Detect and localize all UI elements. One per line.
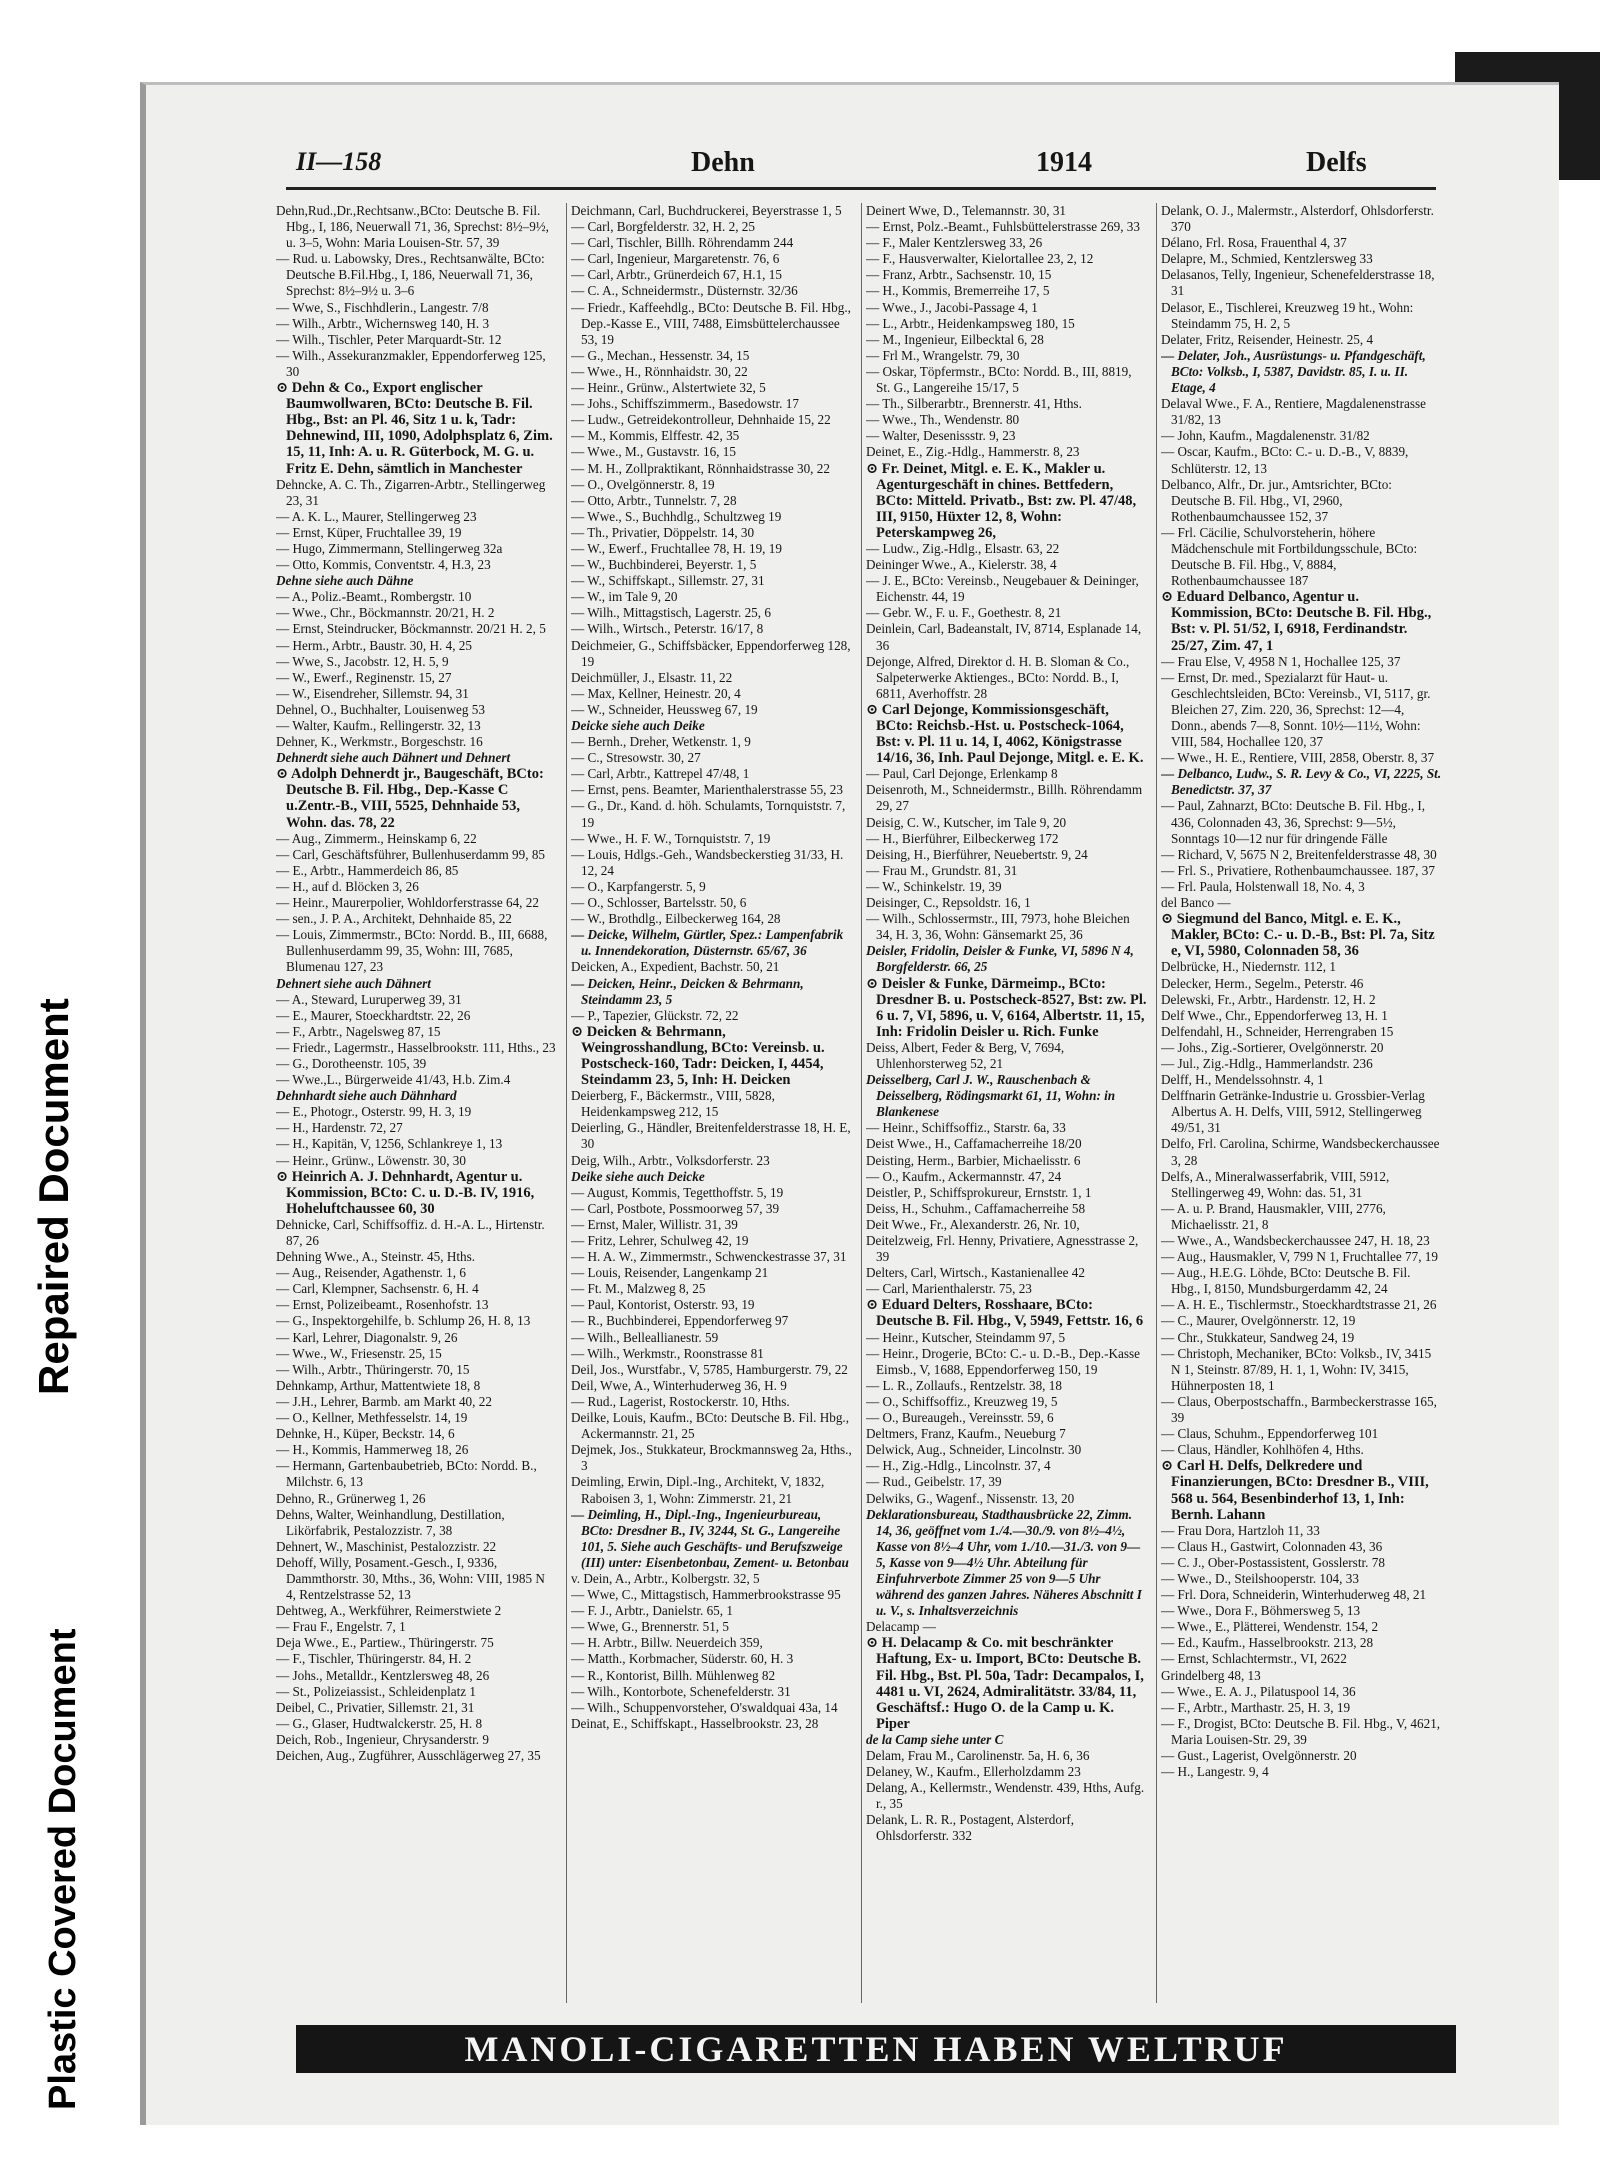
- directory-entry: — Oskar, Töpfermstr., BCto: Nordd. B., III, 8819, St. G., Langereihe 15/17, 5: [866, 363, 1132, 396]
- directory-entry: Dehnkamp, Arthur, Mattentwiete 18, 8: [276, 1377, 481, 1393]
- repaired-document-label: Repaired Document: [30, 998, 77, 1395]
- directory-entry: — Hugo, Zimmermann, Stellingerweg 32a: [276, 540, 503, 556]
- directory-columns: [276, 203, 1444, 2013]
- directory-entry: Delank, L. R. R., Postagent, Alsterdorf, Ohlsdorferstr. 332: [866, 1812, 1075, 1844]
- directory-entry: — G., Inspektorgehilfe, b. Schlump 26, H. 8, 13: [276, 1313, 531, 1329]
- page-number: II—158: [296, 147, 382, 176]
- directory-entry: Deilke, Louis, Kaufm., BCto: Deutsche B. Fil. Hbg., Ackermannstr. 21, 25: [571, 1410, 850, 1442]
- column-1: [276, 203, 558, 2013]
- directory-entry: — F. J., Arbtr., Danielstr. 65, 1: [571, 1603, 733, 1619]
- directory-entry: — Wwe., A., Wandsbeckerchaussee 247, H. 18, 23: [1161, 1233, 1430, 1248]
- directory-entry: Deinat, E., Schiffskapt., Hasselbrookstr. 23, 28: [571, 1715, 819, 1731]
- directory-entry: — Ernst, pens. Beamter, Marienthalerstrasse 55, 23: [571, 782, 843, 798]
- directory-entry: — Frl. Paula, Holstenwall 18, No. 4, 3: [1161, 878, 1365, 894]
- directory-entry: ⊙ Heinrich A. J. Dehnhardt, Agentur u. Kommission, BCto: C. u. D.-B. IV, 1916, Hoheluftchaussee 60, 30: [276, 1168, 535, 1217]
- directory-entry: Dehner, K., Werkmstr., Borgeschstr. 16: [276, 734, 483, 750]
- directory-entry: Deitelzweig, Frl. Henny, Privatiere, Agnesstrasse 2, 39: [866, 1233, 1139, 1265]
- directory-entry: — Wwe., H., Rönnhaidstr. 30, 22: [571, 363, 748, 379]
- directory-entry: Deising, H., Bierführer, Neuebertstr. 9, 24: [866, 846, 1088, 862]
- directory-entry: Dehnicke, Carl, Schiffsoffiz. d. H.-A. L., Hirtenstr. 87, 26: [276, 1216, 545, 1248]
- directory-entry: — Wwe, C., Mittagstisch, Hammerbrookstrasse 95: [571, 1587, 841, 1603]
- directory-entry: — Ernst, Schlachtermstr., VI, 2622: [1161, 1651, 1347, 1667]
- directory-entry: — W., Schiffskapt., Sillemstr. 27, 31: [571, 573, 765, 589]
- directory-entry: Delwiks, G., Wagenf., Nissenstr. 13, 20: [866, 1490, 1075, 1506]
- directory-entry: Delecker, Herm., Segelm., Peterstr. 46: [1161, 975, 1364, 991]
- directory-entry: — August, Kommis, Tegetthoffstr. 5, 19: [571, 1184, 784, 1200]
- directory-entry: — Max, Kellner, Heinestr. 20, 4: [571, 685, 741, 701]
- directory-entry: — Carl, Arbtr., Kattrepel 47/48, 1: [571, 766, 750, 782]
- directory-entry: — Louis, Reisender, Langenkamp 21: [571, 1265, 769, 1281]
- directory-entry: — Walter, Desenissstr. 9, 23: [866, 428, 1016, 444]
- directory-entry: — Delater, Joh., Ausrüstungs- u. Pfandgeschäft, BCto: Volksb., I, 5387, Davidstr. 85, I. u. II. Etage, 4: [1161, 347, 1426, 396]
- directory-entry: Dehnke, H., Küper, Beckstr. 14, 6: [276, 1426, 455, 1442]
- directory-entry: — F., Maler Kentzlersweg 33, 26: [866, 235, 1043, 251]
- directory-entry: — Deicke, Wilhelm, Gürtler, Spez.: Lampenfabrik u. Innendekoration, Düsternstr. 65/67, 36: [571, 927, 844, 959]
- directory-entry: — Claus H., Gastwirt, Colonnaden 43, 36: [1161, 1538, 1383, 1554]
- directory-entry: — O., Ovelgönnerstr. 8, 19: [571, 476, 715, 492]
- directory-entry: — Carl, Klempner, Sachsenstr. 6, H. 4: [276, 1281, 479, 1297]
- directory-entry: Delaney, W., Kaufm., Ellerholzdamm 23: [866, 1764, 1081, 1780]
- directory-entry: — sen., J. P. A., Architekt, Dehnhaide 85, 22: [276, 911, 512, 927]
- directory-entry: — Jul., Zig.-Hdlg., Hammerlandstr. 236: [1161, 1055, 1373, 1071]
- directory-entry: Delf Wwe., Chr., Eppendorferweg 13, H. 1: [1161, 1007, 1388, 1023]
- directory-entry: — Bernh., Dreher, Wetkenstr. 1, 9: [571, 734, 751, 750]
- directory-entry: — A. H. E., Tischlermstr., Stoeckhardtstrasse 21, 26: [1161, 1297, 1437, 1313]
- directory-entry: ⊙ Deicken & Behrmann, Weingrosshandlung, BCto: Vereinsb. u. Postscheck-160, Tadr: Deicken, I, 4454, Steindamm 23, 5, Inh: H. Deicken: [571, 1023, 825, 1089]
- directory-entry: Deist Wwe., H., Caffamacherreihe 18/20: [866, 1136, 1082, 1152]
- directory-entry: Deicke siehe auch Deike: [571, 718, 705, 733]
- directory-entry: — Herm., Arbtr., Baustr. 30, H. 4, 25: [276, 637, 472, 653]
- directory-entry: — J.H., Lehrer, Barmb. am Markt 40, 22: [276, 1393, 492, 1409]
- directory-entry: — Gebr. W., F. u. F., Goethestr. 8, 21: [866, 605, 1062, 621]
- column-3: [866, 203, 1148, 2013]
- directory-entry: Deig, Wilh., Arbtr., Volksdorferstr. 23: [571, 1152, 770, 1168]
- directory-entry: Grindelberg 48, 13: [1161, 1667, 1261, 1683]
- directory-entry: Delasor, E., Tischlerei, Kreuzweg 19 ht., Wohn: Steindamm 75, H. 2, 5: [1161, 299, 1414, 331]
- directory-entry: — M., Ingenieur, Eilbecktal 6, 28: [866, 331, 1044, 347]
- directory-entry: — Ernst, Dr. med., Spezialarzt für Haut- u. Geschlechtsleiden, BCto: Vereinsb., VI, 5117, gr. Bleichen 27, Zim. 220, 36, Sprechst: 12—4, Donn., abends 7—8, Sonnt. 10½—11½, Wohn: VIII, 584, Hochallee 120, 37: [1161, 669, 1431, 750]
- directory-entry: Délano, Frl. Rosa, Frauenthal 4, 37: [1161, 235, 1347, 251]
- directory-entry: — E., Arbtr., Hammerdeich 86, 85: [276, 862, 459, 878]
- directory-entry: — Ludw., Zig.-Hdlg., Elsastr. 63, 22: [866, 540, 1060, 556]
- directory-entry: Deisting, Herm., Barbier, Michaelisstr. 6: [866, 1152, 1081, 1168]
- directory-entry: — Paul, Zahnarzt, BCto: Deutsche B. Fil. Hbg., I, 436, Colonnaden 43, 36, Sprechst: 9—5½, Sonntags 10—12 nur für dringende Fälle: [1161, 798, 1426, 846]
- directory-entry: — G., Dr., Kand. d. höh. Schulamts, Tornquiststr. 7, 19: [571, 798, 846, 830]
- directory-entry: — H., Zig.-Hdlg., Lincolnstr. 37, 4: [866, 1458, 1051, 1474]
- directory-entry: — Ernst, Küper, Fruchtallee 39, 19: [276, 524, 462, 540]
- advertisement-banner: MANOLI-CIGARETTEN HABEN WELTRUF: [296, 2025, 1456, 2073]
- directory-entry: — Johs., Metalldr., Kentzlersweg 48, 26: [276, 1667, 490, 1683]
- directory-entry: Delfendahl, H., Schneider, Herrengraben 15: [1161, 1023, 1394, 1039]
- directory-entry: Deisler, Fridolin, Deisler & Funke, VI, 5896 N 4, Borgfelderstr. 66, 25: [866, 943, 1134, 975]
- page-header: [296, 147, 1446, 181]
- directory-entry: — Wwe., E. A. J., Pilatuspool 14, 36: [1161, 1683, 1356, 1699]
- directory-entry: — L. R., Zollaufs., Rentzelstr. 38, 18: [866, 1377, 1062, 1393]
- directory-entry: — Louis, Zimmermstr., BCto: Nordd. B., III, 6688, Bullenhuserdamm 99, 35, Wohn: III, 7685, Blumenau 127, 23: [276, 927, 548, 975]
- directory-entry: — Aug., Reisender, Agathenstr. 1, 6: [276, 1265, 466, 1281]
- directory-entry: — Th., Privatier, Döppelstr. 14, 30: [571, 524, 755, 540]
- directory-entry: — Ernst, Polz.-Beamt., Fuhlsbüttelerstrasse 269, 33: [866, 219, 1140, 235]
- directory-entry: — Otto, Arbtr., Tunnelstr. 7, 28: [571, 492, 737, 508]
- directory-entry: ⊙ H. Delacamp & Co. mit beschränkter Haftung, Ex- u. Import, BCto: Deutsche B. Fil. Hbg., Bst. Pl. 50a, Tadr: Decampalos, I, 4481 u. VI, 2624, Admiralitätstr. 33/84, 11, Geschäftsf.: Hugo O. de la Camp u. K. Piper: [866, 1635, 1144, 1732]
- directory-entry: — H., Hardenstr. 72, 27: [276, 1120, 403, 1136]
- directory-entry: — Friedr., Kaffeehdlg., BCto: Deutsche B. Fil. Hbg., Dep.-Kasse E., VIII, 7488, Eimsbüttelerchaussee 53, 19: [571, 299, 851, 347]
- directory-entry: — Christoph, Mechaniker, BCto: Volksb., IV, 3415 N 1, Steinstr. 87/89, H. 1, 1, Wohn: IV, 3415, Hühnerposten 18, 1: [1161, 1345, 1432, 1393]
- directory-entry: — Wwe., Chr., Böckmannstr. 20/21, H. 2: [276, 605, 495, 621]
- directory-entry: Deichen, Aug., Zugführer, Ausschlägerweg 27, 35: [276, 1748, 541, 1763]
- directory-entry: — E., Photogr., Osterstr. 99, H. 3, 19: [276, 1104, 472, 1120]
- directory-entry: Delank, O. J., Malermstr., Alsterdorf, Ohlsdorferstr. 370: [1161, 203, 1434, 235]
- directory-entry: Deike siehe auch Deicke: [571, 1168, 705, 1184]
- directory-entry: — Heinr., Schiffsoffiz., Starstr. 6a, 33: [866, 1120, 1066, 1136]
- directory-entry: — Gust., Lagerist, Ovelgönnerstr. 20: [1161, 1748, 1357, 1763]
- directory-entry: — Carl, Marienthalerstr. 75, 23: [866, 1281, 1032, 1297]
- directory-entry: — Wilh., Mittagstisch, Lagerstr. 25, 6: [571, 605, 771, 621]
- directory-entry: — Aug., H.E.G. Löhde, BCto: Deutsche B. Fil. Hbg., I, 8150, Mundsburgerdamm 42, 24: [1161, 1265, 1411, 1297]
- directory-entry: Delater, Fritz, Reisender, Heinestr. 25, 4: [1161, 331, 1374, 347]
- directory-entry: — Wwe.,L., Bürgerweide 41/43, H.b. Zim.4: [276, 1072, 511, 1088]
- directory-entry: ⊙ Siegmund del Banco, Mitgl. e. E. K., Makler, BCto: C.- u. D.-B., Bst: Pl. 7a, Sitz e, VI, 5980, Colonnaden 58, 36: [1161, 911, 1435, 960]
- directory-entry: — Chr., Stukkateur, Sandweg 24, 19: [1161, 1329, 1355, 1345]
- directory-entry: — Wilh., Wirtsch., Peterstr. 16/17, 8: [571, 621, 764, 637]
- directory-entry: — Wilh., Arbtr., Thüringerstr. 70, 15: [276, 1361, 470, 1377]
- directory-entry: — Delbanco, Ludw., S. R. Levy & Co., VI, 2225, St. Benedictstr. 37, 37: [1161, 766, 1442, 798]
- directory-entry: Dehnert siehe auch Dähnert: [276, 975, 431, 991]
- directory-entry: — O., Bureaugeh., Vereinsstr. 59, 6: [866, 1410, 1054, 1426]
- directory-entry: — F., Arbtr., Marthastr. 25, H. 3, 19: [1161, 1699, 1351, 1715]
- directory-entry: — Ernst, Polizeibeamt., Rosenhofstr. 13: [276, 1297, 489, 1313]
- directory-entry: Deierling, G., Händler, Breitenfelderstrasse 18, H. E, 30: [571, 1120, 851, 1152]
- directory-entry: Deklarationsbureau, Stadthausbrücke 22, Zimm. 14, 36, geöffnet vom 1./4.—30./9. von 8½–4½, Kasse von 8½–4 Uhr, vom 1./10.—31./3. von 9—5, Kasse von 9—4½ Uhr. Abteilung für Einfuhrverbote Zimmer 25 von 9—5 Uhr während des ganzen Jahres. Näheres Abschnitt I u. V., s. Inhaltsverzeichnis: [866, 1506, 1142, 1619]
- directory-entry: Deil, Wwe, A., Winterhuderweg 36, H. 9: [571, 1377, 787, 1393]
- directory-entry: — G., Glaser, Hudtwalckerstr. 25, H. 8: [276, 1715, 483, 1731]
- directory-entry: Deinert Wwe, D., Telemannstr. 30, 31: [866, 203, 1067, 218]
- directory-entry: Deinet, E., Zig.-Hdlg., Hammerstr. 8, 23: [866, 444, 1080, 460]
- directory-entry: — Wwe, S., Fischhdlerin., Langestr. 7/8: [276, 299, 489, 315]
- directory-entry: — Carl, Tischler, Billh. Röhrendamm 244: [571, 235, 794, 251]
- directory-entry: — Ed., Kaufm., Hasselbrookstr. 213, 28: [1161, 1635, 1374, 1651]
- directory-entry: — G., Dorotheenstr. 105, 39: [276, 1055, 427, 1071]
- directory-entry: — Otto, Kommis, Conventstr. 4, H.3, 23: [276, 557, 491, 573]
- directory-entry: — Wilh., Kontorbote, Schenefelderstr. 31: [571, 1683, 791, 1699]
- directory-entry: Deicken, A., Expedient, Bachstr. 50, 21: [571, 959, 780, 975]
- directory-entry: — C. A., Schneidermstr., Düsternstr. 32/36: [571, 283, 798, 299]
- directory-entry: Delff, H., Mendelssohnstr. 4, 1: [1161, 1072, 1324, 1088]
- directory-entry: Delbanco, Alfr., Dr. jur., Amtsrichter, BCto: Deutsche B. Fil. Hbg., VI, 2960, Rothenbaumchaussee 152, 37: [1161, 476, 1392, 524]
- directory-entry: — H., Kommis, Hammerweg 18, 26: [276, 1442, 469, 1458]
- directory-entry: Delwick, Aug., Schneider, Lincolnstr. 30: [866, 1442, 1082, 1458]
- directory-entry: — A., Steward, Luruperweg 39, 31: [276, 991, 462, 1007]
- directory-entry: — O., Schiffsoffiz., Kreuzweg 19, 5: [866, 1393, 1058, 1409]
- directory-entry: Delewski, Fr., Arbtr., Hardenstr. 12, H. 2: [1161, 991, 1376, 1007]
- directory-entry: Delffnarin Getränke-Industrie u. Grossbier-Verlag Albertus A. H. Delfs, VIII, 5912, Stellingerweg 49/51, 31: [1161, 1088, 1425, 1136]
- directory-entry: — O., Kaufm., Ackermannstr. 47, 24: [866, 1168, 1062, 1184]
- directory-entry: — W., im Tale 9, 20: [571, 589, 678, 605]
- directory-entry: Dehn,Rud.,Dr.,Rechtsanw.,BCto: Deutsche B. Fil. Hbg., I, 186, Neuerwall 71, 36, Sprechst: 8½–9½, u. 3–5, Wohn: Maria Louisen-Str. 57, 39: [276, 203, 549, 251]
- directory-entry: — W., Buchbinderei, Beyerstr. 1, 5: [571, 557, 757, 573]
- directory-entry: — Wilh., Werkmstr., Roonstrasse 81: [571, 1345, 764, 1361]
- directory-entry: Delbrücke, H., Niedernstr. 112, 1: [1161, 959, 1336, 975]
- directory-entry: ⊙ Dehn & Co., Export englischer Baumwollwaren, BCto: Deutsche B. Fil. Hbg., Bst: an Pl. 46, Sitz 1 u. k, Tadr: Dehnewind, III, 1090, Adolphsplatz 6, Zim. 15, 11, Inh: A. u. R. Güterbock, M. G. u. Fritz E. Dehn, sämtlich in Manchester: [276, 380, 553, 477]
- directory-entry: — W., Schinkelstr. 19, 39: [866, 878, 1002, 894]
- directory-entry: — Wilh., Belleallianestr. 59: [571, 1329, 719, 1345]
- directory-entry: — Carl, Borgfelderstr. 32, H. 2, 25: [571, 219, 755, 235]
- directory-entry: — Claus, Händler, Kohlhöfen 4, Hths.: [1161, 1442, 1364, 1458]
- directory-entry: — Wwe., Dora F., Böhmersweg 5, 13: [1161, 1603, 1361, 1619]
- directory-entry: — Frau M., Grundstr. 81, 31: [866, 862, 1018, 878]
- directory-entry: — Frl M., Wrangelstr. 79, 30: [866, 347, 1020, 363]
- directory-entry: — Johs., Schiffszimmerm., Basedowstr. 17: [571, 396, 799, 412]
- directory-entry: — E., Maurer, Stoeckhardtstr. 22, 26: [276, 1007, 471, 1023]
- directory-entry: — A., Poliz.-Beamt., Rombergstr. 10: [276, 589, 472, 605]
- directory-entry: ⊙ Deisler & Funke, Därmeimp., BCto: Dresdner B. u. Postscheck-8527, Bst: zw. Pl. 6 u. 7, VI, 5896, u. V, 6164, Albertstr. 11, 15, Inh: Fridolin Deisler u. Rich. Funke: [866, 975, 1147, 1040]
- directory-entry: Dehnerdt siehe auch Dähnert und Dehnert: [276, 750, 511, 766]
- directory-entry: ⊙ Eduard Delbanco, Agentur u. Kommission, BCto: Deutsche B. Fil. Hbg., Bst: v. Pl. 51/52, I, 6918, Ferdinandstr. 25/27, Zim. 47, 1: [1161, 589, 1432, 654]
- directory-entry: — Fritz, Lehrer, Schulweg 42, 19: [571, 1233, 749, 1248]
- directory-entry: — Matth., Korbmacher, Süderstr. 60, H. 3: [571, 1651, 794, 1667]
- directory-entry: Deinlein, Carl, Badeanstalt, IV, 8714, Esplanade 14, 36: [866, 621, 1142, 653]
- directory-entry: Dehoff, Willy, Posament.-Gesch., I, 9336, Dammthorstr. 30, Mths., 36, Wohn: VIII, 1985 N 4, Rentzelstrasse 52, 13: [276, 1554, 545, 1603]
- directory-entry: — O., Karpfangerstr. 5, 9: [571, 878, 706, 894]
- directory-entry: — Claus, Schuhm., Eppendorferweg 101: [1161, 1426, 1379, 1442]
- directory-entry: Deichmann, Carl, Buchdruckerei, Beyerstrasse 1, 5: [571, 203, 842, 218]
- directory-entry: — W., Eisendreher, Sillemstr. 94, 31: [276, 685, 469, 701]
- directory-entry: Delfs, A., Mineralwasserfabrik, VIII, 5912, Stellingerweg 49, Wohn: das. 51, 31: [1161, 1168, 1390, 1200]
- directory-entry: — C., Maurer, Ovelgönnerstr. 12, 19: [1161, 1313, 1356, 1329]
- directory-entry: — R., Kontorist, Billh. Mühlenweg 82: [571, 1667, 776, 1683]
- directory-entry: — R., Buchbinderei, Eppendorferweg 97: [571, 1313, 789, 1329]
- directory-entry: — Wwe., D., Steilshooperstr. 104, 33: [1161, 1570, 1359, 1586]
- directory-entry: — Frl. Dora, Schneiderin, Winterhuderweg 48, 21: [1161, 1587, 1427, 1603]
- directory-entry: — Wwe, S., Jacobstr. 12, H. 5, 9: [276, 653, 449, 669]
- directory-entry: — Wilh., Arbtr., Wichernsweg 140, H. 3: [276, 315, 490, 331]
- directory-entry: ⊙ Carl Dejonge, Kommissionsgeschäft, BCto: Reichsb.-Hst. u. Postscheck-1064, Bst: v. Pl. 11 u. 14, I, 4062, Königstrasse 14/16, 36, Inh. Paul Dejonge, Mitgl. e. E. K.: [866, 701, 1144, 767]
- directory-entry: — M. H., Zollpraktikant, Rönnhaidstrasse 30, 22: [571, 460, 830, 476]
- directory-entry: — Rud. u. Labowsky, Dres., Rechtsanwälte, BCto: Deutsche B.Fil.Hbg., I, 186, Neuerwall 71, 36, Sprechst: 8½–9½ u. 3–6: [276, 251, 545, 299]
- directory-entry: — Wilh., Assekuranzmakler, Eppendorferweg 125, 30: [276, 347, 546, 379]
- directory-entry: — Wilh., Schlossermstr., III, 7973, hohe Bleichen 34, H. 3, 36, Wohn: Gänsemarkt 25, 36: [866, 911, 1130, 943]
- directory-entry: Deisenroth, M., Schneidermstr., Billh. Röhrendamm 29, 27: [866, 782, 1143, 814]
- directory-entry: — C. J., Ober-Postassistent, Gosslerstr. 78: [1161, 1554, 1385, 1570]
- plastic-covered-document-label: Plastic Covered Document: [42, 1628, 84, 2110]
- directory-entry: Dehnert, W., Maschinist, Pestalozzistr. 22: [276, 1538, 497, 1554]
- directory-entry: — Wwe., W., Friesenstr. 25, 15: [276, 1345, 442, 1361]
- directory-entry: — Heinr., Maurerpolier, Wohldorferstrasse 64, 22: [276, 895, 539, 911]
- right-keyword: Delfs: [1306, 147, 1367, 178]
- directory-entry: — Louis, Hdlgs.-Geh., Wandsbeckerstieg 31/33, H. 12, 24: [571, 846, 844, 878]
- column-2: [571, 203, 853, 2013]
- directory-entry: — C., Stresowstr. 30, 27: [571, 750, 701, 766]
- directory-entry: — John, Kaufm., Magdalenenstr. 31/82: [1161, 428, 1370, 444]
- directory-entry: Deimling, Erwin, Dipl.-Ing., Architekt, V, 1832, Raboisen 3, 1, Wohn: Zimmerstr. 21, 21: [571, 1474, 825, 1506]
- year: 1914: [1036, 147, 1092, 178]
- directory-entry: del Banco —: [1161, 895, 1231, 911]
- directory-entry: Deiss, Albert, Feder & Berg, V, 7694, Uhlenhorsterweg 52, 21: [866, 1039, 1065, 1071]
- directory-entry: ⊙ Adolph Dehnerdt jr., Baugeschäft, BCto: Deutsche B. Fil. Hbg., Dep.-Kasse C u.Zentr.-B., VIII, 5525, Dehnhaide 53, Wohn. das. 78, 22: [276, 766, 544, 831]
- directory-entry: — Wwe., Th., Wendenstr. 80: [866, 412, 1020, 428]
- column-4: [1161, 203, 1443, 2013]
- directory-entry: Dehtweg, A., Werkführer, Reimerstwiete 2: [276, 1603, 502, 1619]
- directory-entry: — Wilh., Schuppenvorsteher, O'swaldquai 43a, 14: [571, 1699, 838, 1715]
- directory-entry: Dejonge, Alfred, Direktor d. H. B. Sloman & Co., Salpeterwerke Aktienges., BCto: Nordd. B., I, 6811, Averhoffstr. 28: [866, 653, 1130, 701]
- directory-entry: — Deimling, H., Dipl.-Ing., Ingenieurbureau, BCto: Dresdner B., IV, 3244, St. G., Langereihe 101, 5. Siehe auch Geschäfts- und Berufszweige (III) unter: Eisenbetonbau, Zement- u. Betonbau: [571, 1506, 849, 1570]
- directory-entry: Deibel, C., Privatier, Sillemstr. 21, 31: [276, 1699, 475, 1715]
- directory-entry: — Hermann, Gartenbaubetrieb, BCto: Nordd. B., Milchstr. 6, 13: [276, 1458, 537, 1490]
- directory-entry: Dehne siehe auch Dähne: [276, 573, 414, 589]
- directory-entry: ⊙ Carl H. Delfs, Delkredere und Finanzierungen, BCto: Dresdner B., VIII, 568 u. 564, Besenbinderhof 13, 1, Inh: Bernh. Lahann: [1161, 1458, 1429, 1523]
- directory-entry: — Frl. Cäcilie, Schulvorsteherin, höhere Mädchenschule mit Fortbildungsschule, BCto: Deutsche B. Fil. Hbg., V, 8884, Rothenbaumchaussee 187: [1161, 524, 1418, 589]
- directory-entry: Dejmek, Jos., Stukkateur, Brockmannsweg 2a, Hths., 3: [571, 1442, 852, 1474]
- directory-entry: — Wwe., J., Jacobi-Passage 4, 1: [866, 299, 1038, 315]
- directory-entry: Delters, Carl, Wirtsch., Kastanienallee 42: [866, 1265, 1085, 1281]
- directory-entry: Deich, Rob., Ingenieur, Chrysanderstr. 9: [276, 1731, 489, 1747]
- directory-entry: — Johs., Zig.-Sortierer, Ovelgönnerstr. 20: [1161, 1039, 1384, 1055]
- directory-entry: v. Dein, A., Arbtr., Kolbergstr. 32, 5: [571, 1570, 760, 1586]
- directory-entry: Deisselberg, Carl J. W., Rauschenbach & Deisselberg, Rödingsmarkt 61, 11, Wohn: in Blankenese: [866, 1072, 1116, 1120]
- directory-entry: — Heinr., Grünw., Löwenstr. 30, 30: [276, 1152, 466, 1168]
- directory-entry: Dehno, R., Grünerweg 1, 26: [276, 1490, 426, 1506]
- directory-entry: — F., Tischler, Thüringerstr. 84, H. 2: [276, 1651, 472, 1667]
- directory-entry: Deisinger, C., Repsoldstr. 16, 1: [866, 895, 1031, 911]
- directory-entry: Deja Wwe., E., Partiew., Thüringerstr. 75: [276, 1635, 494, 1651]
- directory-entry: — F., Arbtr., Nagelsweg 87, 15: [276, 1023, 441, 1039]
- directory-entry: — Wwe., S., Buchhdlg., Schultzweg 19: [571, 508, 782, 524]
- directory-entry: — W., Schneider, Heussweg 67, 19: [571, 701, 758, 717]
- directory-entry: — H., auf d. Blöcken 3, 26: [276, 878, 419, 894]
- directory-entry: — Wilh., Tischler, Peter Marquardt-Str. 12: [276, 331, 502, 347]
- directory-entry: — Wwe, G., Brennerstr. 51, 5: [571, 1619, 729, 1635]
- directory-entry: — Wwe., M., Gustavstr. 16, 15: [571, 444, 736, 460]
- directory-entry: — H., Langestr. 9, 4: [1161, 1764, 1269, 1780]
- directory-entry: Deit Wwe., Fr., Alexanderstr. 26, Nr. 10,: [866, 1216, 1080, 1232]
- directory-entry: — Th., Silberarbtr., Brennerstr. 41, Hths.: [866, 396, 1082, 412]
- header-rule: [286, 187, 1436, 190]
- directory-entry: Deininger Wwe., A., Kielerstr. 38, 4: [866, 557, 1057, 573]
- directory-entry: — O., Schlosser, Bartelsstr. 50, 6: [571, 895, 747, 911]
- directory-entry: — W., Ewerf., Fruchtallee 78, H. 19, 19: [571, 540, 782, 556]
- directory-entry: Deichmüller, J., Elsastr. 11, 22: [571, 669, 733, 685]
- directory-entry: — G., Mechan., Hessenstr. 34, 15: [571, 347, 750, 363]
- directory-entry: ⊙ Eduard Delters, Rosshaare, BCto: Deutsche B. Fil. Hbg., V, 5949, Fettstr. 16, 6: [866, 1297, 1144, 1330]
- directory-entry: Deiss, H., Schuhm., Caffamacherreihe 58: [866, 1200, 1086, 1216]
- directory-entry: — H. Arbtr., Billw. Neuerdeich 359,: [571, 1635, 763, 1651]
- directory-entry: Delaval Wwe., F. A., Rentiere, Magdalenenstrasse 31/82, 13: [1161, 396, 1426, 428]
- directory-entry: — J. E., BCto: Vereinsb., Neugebauer & Deininger, Eichenstr. 44, 19: [866, 573, 1139, 605]
- directory-entry: — Claus, Oberpostschaffn., Barmbeckerstrasse 165, 39: [1161, 1393, 1437, 1426]
- directory-entry: — Ludw., Getreidekontrolleur, Dehnhaide 15, 22: [571, 412, 831, 428]
- directory-entry: Delam, Frau M., Carolinenstr. 5a, H. 6, 36: [866, 1748, 1090, 1763]
- directory-entry: Deisig, C. W., Kutscher, im Tale 9, 20: [866, 814, 1067, 830]
- directory-entry: — Heinr., Drogerie, BCto: C.- u. D.-B., Dep.-Kasse Eimsb., V, 1688, Eppendorferweg 150, 19: [866, 1345, 1140, 1377]
- directory-entry: — Paul, Carl Dejonge, Erlenkamp 8: [866, 766, 1058, 782]
- directory-entry: Dehnel, O., Buchhalter, Louisenweg 53: [276, 701, 485, 717]
- directory-entry: Dehnhardt siehe auch Dähnhard: [276, 1088, 457, 1104]
- directory-entry: — A. u. P. Brand, Hausmakler, VIII, 2776, Michaelisstr. 21, 8: [1161, 1200, 1386, 1232]
- directory-entry: — Oscar, Kaufm., BCto: C.- u. D.-B., V, 8839, Schlüterstr. 12, 13: [1161, 444, 1409, 476]
- directory-entry: Dehning Wwe., A., Steinstr. 45, Hths.: [276, 1249, 476, 1265]
- side-labels: [0, 0, 130, 2177]
- directory-entry: Dehns, Walter, Weinhandlung, Destillation, Likörfabrik, Pestalozzistr. 7, 38: [276, 1506, 505, 1538]
- directory-entry: — O., Kellner, Methfesselstr. 14, 19: [276, 1410, 468, 1426]
- directory-entry: — Ernst, Steindrucker, Böckmannstr. 20/21 H. 2, 5: [276, 621, 546, 637]
- directory-entry: — Carl, Postbote, Possmoorweg 57, 39: [571, 1200, 780, 1216]
- directory-entry: — L., Arbtr., Heidenkampsweg 180, 15: [866, 315, 1075, 331]
- directory-entry: Deierberg, F., Bäckermstr., VIII, 5828, Heidenkampsweg 212, 15: [571, 1088, 775, 1120]
- directory-entry: — W., Ewerf., Reginenstr. 15, 27: [276, 669, 452, 685]
- directory-entry: — Aug., Zimmerm., Heinskamp 6, 22: [276, 830, 477, 846]
- directory-entry: — W., Brothdlg., Eilbeckerweg 164, 28: [571, 911, 781, 927]
- directory-entry: — Paul, Kontorist, Osterstr. 93, 19: [571, 1297, 755, 1313]
- directory-entry: Dehncke, A. C. Th., Zigarren-Arbtr., Stellingerweg 23, 31: [276, 476, 546, 508]
- directory-entry: — Frau Else, V, 4958 N 1, Hochallee 125, 37: [1161, 653, 1401, 669]
- directory-entry: — Ft. M., Malzweg 8, 25: [571, 1281, 706, 1297]
- directory-entry: — Frau Dora, Hartzloh 11, 33: [1161, 1522, 1320, 1538]
- directory-entry: — Carl, Ingenieur, Margaretenstr. 76, 6: [571, 251, 780, 267]
- left-keyword: Dehn: [691, 147, 755, 178]
- directory-entry: Deichmeier, G., Schiffsbäcker, Eppendorferweg 128, 19: [571, 637, 851, 669]
- directory-entry: — H. A. W., Zimmermstr., Schwenckestrasse 37, 31: [571, 1249, 847, 1265]
- directory-entry: Delfo, Frl. Carolina, Schirme, Wandsbeckerchaussee 3, 28: [1161, 1136, 1440, 1168]
- directory-entry: — Richard, V, 5675 N 2, Breitenfelderstrasse 48, 30: [1161, 846, 1437, 862]
- directory-entry: Deistler, P., Schiffsprokureur, Ernststr. 1, 1: [866, 1184, 1092, 1200]
- directory-entry: — Wwe., H. E., Rentiere, VIII, 2858, Oberstr. 8, 37: [1161, 750, 1435, 766]
- directory-entry: — Wwe., H. F. W., Tornquiststr. 7, 19: [571, 830, 771, 846]
- directory-entry: — Wwe., E., Plätterei, Wendenstr. 154, 2: [1161, 1619, 1379, 1635]
- directory-entry: — Heinr., Kutscher, Steindamm 97, 5: [866, 1329, 1066, 1345]
- directory-entry: — Ernst, Maler, Willistr. 31, 39: [571, 1216, 738, 1232]
- directory-entry: — F., Hausverwalter, Kielortallee 23, 2, 12: [866, 251, 1094, 267]
- directory-entry: — Frl. S., Privatiere, Rothenbaumchaussee. 187, 37: [1161, 862, 1435, 878]
- directory-entry: — F., Drogist, BCto: Deutsche B. Fil. Hbg., V, 4621, Maria Louisen-Str. 29, 39: [1161, 1715, 1441, 1747]
- directory-entry: — P., Tapezier, Glückstr. 72, 22: [571, 1007, 739, 1023]
- directory-entry: — Frau F., Engelstr. 7, 1: [276, 1619, 406, 1635]
- directory-entry: — St., Polizeiassist., Schleidenplatz 1: [276, 1683, 476, 1699]
- directory-entry: — Friedr., Lagermstr., Hasselbrookstr. 111, Hths., 23: [276, 1039, 556, 1055]
- directory-entry: ⊙ Fr. Deinet, Mitgl. e. E. K., Makler u. Agenturgeschäft in chines. Bettfedern, BCto: Mitteld. Privatb., Bst: zw. Pl. 47/48, III, 9150, Hüxter 12, 8, Wohn: Peterskampweg 26,: [866, 460, 1137, 541]
- directory-entry: de la Camp siehe unter C: [866, 1731, 1004, 1747]
- directory-entry: — Deicken, Heinr., Deicken & Behrmann, Steindamm 23, 5: [571, 975, 804, 1007]
- directory-entry: Delacamp —: [866, 1619, 936, 1635]
- directory-entry: — Carl, Geschäftsführer, Bullenhuserdamm 99, 85: [276, 846, 546, 862]
- directory-entry: — Franz, Arbtr., Sachsenstr. 10, 15: [866, 267, 1052, 283]
- directory-entry: — Carl, Arbtr., Grünerdeich 67, H.1, 15: [571, 267, 782, 283]
- directory-entry: — H., Bierführer, Eilbeckerweg 172: [866, 830, 1059, 846]
- directory-entry: — Rud., Lagerist, Rostockerstr. 10, Hths.: [571, 1393, 790, 1409]
- directory-entry: — Walter, Kaufm., Rellingerstr. 32, 13: [276, 718, 481, 733]
- directory-entry: Deltmers, Franz, Kaufm., Neueburg 7: [866, 1426, 1066, 1442]
- directory-entry: — Karl, Lehrer, Diagonalstr. 9, 26: [276, 1329, 458, 1345]
- scanned-page: [140, 82, 1559, 2125]
- directory-entry: Delapre, M., Schmied, Kentzlersweg 33: [1161, 251, 1373, 267]
- directory-entry: — Aug., Hausmakler, V, 799 N 1, Fruchtallee 77, 19: [1161, 1249, 1438, 1265]
- directory-entry: Delasanos, Telly, Ingenieur, Schenefelderstrasse 18, 31: [1161, 267, 1435, 299]
- directory-entry: — A. K. L., Maurer, Stellingerweg 23: [276, 508, 477, 524]
- directory-entry: — H., Kommis, Bremerreihe 17, 5: [866, 283, 1050, 299]
- directory-entry: Delang, A., Kellermstr., Wendenstr. 439, Hths, Aufg. r., 35: [866, 1780, 1145, 1812]
- directory-entry: — M., Kommis, Elffestr. 42, 35: [571, 428, 740, 444]
- directory-entry: Deil, Jos., Wurstfabr., V, 5785, Hamburgerstr. 79, 22: [571, 1361, 848, 1377]
- directory-entry: — Rud., Geibelstr. 17, 39: [866, 1474, 1002, 1490]
- directory-entry: — Heinr., Grünw., Alstertwiete 32, 5: [571, 380, 766, 396]
- directory-entry: — H., Kapitän, V, 1256, Schlankreye 1, 13: [276, 1136, 503, 1152]
